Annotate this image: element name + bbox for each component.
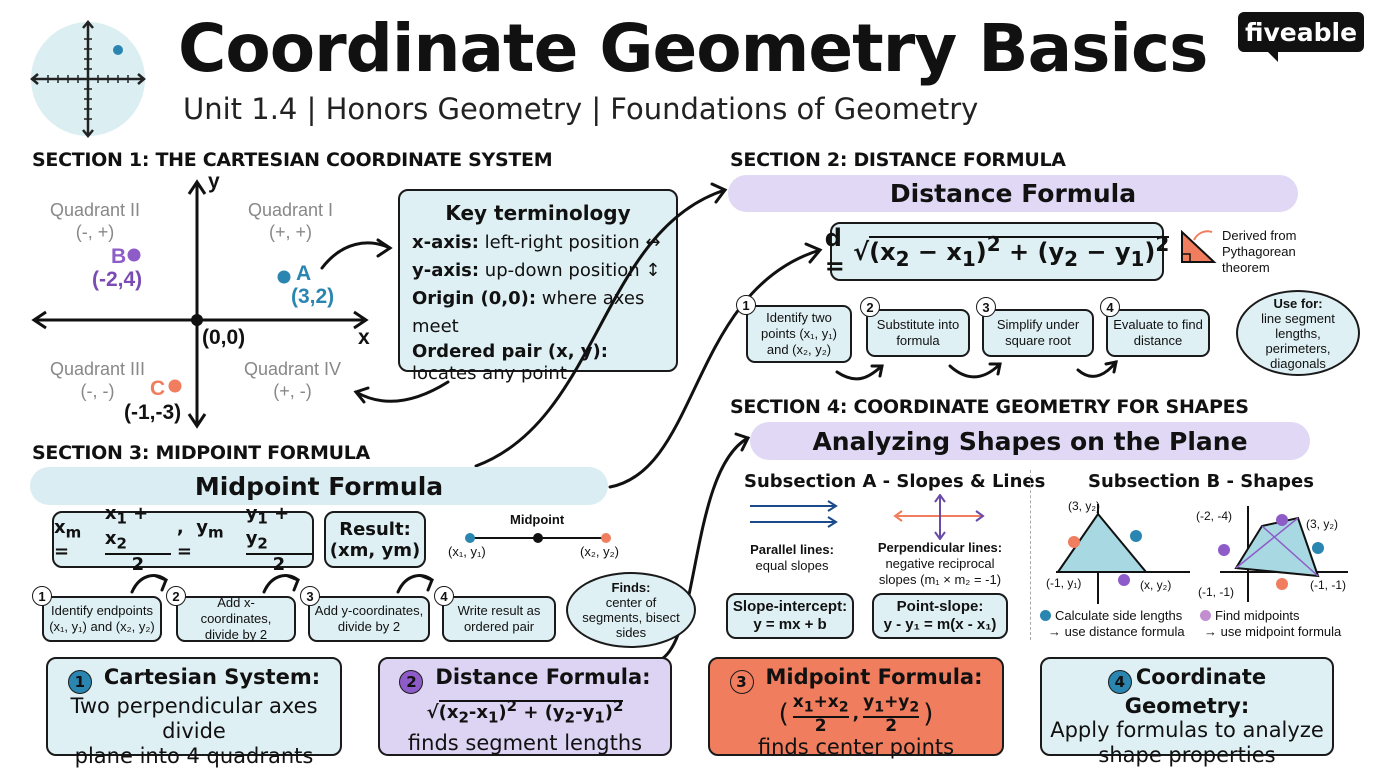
midpoint-step-2: Add x-coordinates, divide by 2 [176, 596, 296, 642]
origin-label: (0,0) [202, 326, 246, 349]
point-c-coords: (-1,-3) [124, 401, 182, 424]
analyzing-shapes-banner: Analyzing Shapes on the Plane [750, 422, 1310, 460]
parallel-lines-icon [748, 494, 844, 534]
subsection-b-title: Subsection B - Shapes [1088, 471, 1314, 492]
midpoint-step-3-number: 3 [300, 586, 320, 606]
summary-card-3: 3 Midpoint Formula: ( $x_1+x_2$ 2 , $y_1+y_2$ 2 ) finds center points [708, 657, 1004, 756]
tri-label-left: (-1, y₁) [1046, 576, 1082, 590]
distance-formula-banner: Distance Formula [728, 175, 1298, 212]
section2-heading: SECTION 2: DISTANCE FORMULA [730, 149, 1066, 171]
midpoint-step-4: Write result as ordered pair [442, 596, 556, 642]
midpoint-formula-box: $x_m$ = $\frac{x_1 + x_2}{2}$ , $y_m$ = $\frac{y_1 + y_2}{2}$ [52, 511, 314, 568]
point-c-name: C [150, 377, 166, 400]
distance-step-1-number: 1 [736, 295, 756, 315]
shapes-note-distance: Calculate side lengths → use distance formula [1040, 608, 1185, 640]
midpoint-diagram-right: (x₂, y₂) [580, 544, 619, 559]
summary-distance-formula-expression: $√(x_2-x_1)^2 + (y_2-y_1)^2$ [426, 697, 624, 727]
brand-logo[interactable]: fiveable [1238, 12, 1364, 52]
section1-heading: SECTION 1: THE CARTESIAN COORDINATE SYSTEM [32, 149, 553, 171]
distance-formula-expression: $√(x_2 - x_1)^2 + (y_2 - y_1)^2$ [853, 232, 1170, 271]
brand-logo-tail [1266, 50, 1278, 62]
quadrant-iii-label: Quadrant III (-, -) [50, 359, 146, 401]
point-a-coords: (3,2) [291, 285, 335, 308]
distance-formula-box [824, 222, 1170, 281]
point-b-name: B [111, 245, 127, 268]
subsection-divider [1030, 470, 1031, 640]
distance-step-3: Simplify under square root [982, 309, 1094, 357]
perpendicular-lines-text1: negative reciprocal [885, 556, 995, 571]
distance-step-4: Evaluate to find distance [1106, 309, 1210, 357]
summary-midpoint-formula-expression: ( $x_1+x_2$ 2 , $y_1+y_2$ 2 ) [778, 692, 934, 737]
summary-card-4: 4 Coordinate Geometry: Apply formulas to analyze shape properties [1040, 657, 1334, 756]
point-b-dot [128, 249, 141, 262]
slope-intercept-box: Slope-intercept: y = mx + b [726, 593, 854, 639]
distance-step-2: Substitute into formula [866, 309, 970, 357]
midpoint-result-box: Result: (xm, ym) [324, 511, 426, 568]
point-a-name: A [296, 262, 312, 285]
distance-step-2-number: 2 [860, 297, 880, 317]
term-y-axis: y-axis: up-down position ↕ [412, 260, 661, 281]
subsection-a-title: Subsection A - Slopes & Lines [744, 471, 1046, 492]
parallel-lines-title: Parallel lines: [750, 542, 834, 557]
quadrant-iv-label: Quadrant IV (+, -) [244, 359, 342, 401]
key-terminology-box [398, 189, 678, 384]
perpendicular-lines-text2: slopes (m₁ × m₂ = -1) [878, 572, 1002, 587]
x-axis-label: x [358, 326, 370, 349]
perpendicular-lines-title: Perpendicular lines: [877, 540, 1003, 555]
midpoint-diagram-label: Midpoint [510, 512, 565, 527]
parallel-lines-text: equal slopes [755, 558, 829, 573]
page-title: Coordinate Geometry Basics [178, 10, 1208, 87]
midpoint-step-3: Add y-coordinates, divide by 2 [308, 596, 430, 642]
use-for-bubble: Use for: line segment lengths, perimeters, diagonals [1236, 290, 1360, 376]
distance-step-3-number: 3 [976, 297, 996, 317]
point-slope-box: Point-slope: y - y₁ = m(x - x₁) [872, 593, 1008, 639]
shapes-note-midpoint: Find midpoints → use midpoint formula [1200, 608, 1341, 640]
tri-label-top: (3, y₂) [1068, 499, 1100, 513]
quad-label-top-right: (3, y₂) [1306, 517, 1338, 531]
midpoint-step-1: Identify endpoints (x₁, y₁) and (x₂, y₂) [42, 596, 162, 642]
point-a-dot [278, 271, 291, 284]
y-axis-label: y [208, 170, 220, 193]
term-ordered-pair: Ordered pair (x, y): locates any point [412, 341, 608, 384]
coordinate-plane-logo-icon [28, 18, 148, 140]
midpoint-step-4-number: 4 [434, 586, 454, 606]
midpoint-formula-banner: Midpoint Formula [30, 467, 608, 505]
point-b-coords: (-2,4) [92, 268, 143, 291]
section4-heading: SECTION 4: COORDINATE GEOMETRY FOR SHAPES [730, 396, 1249, 418]
term-x-axis: x-axis: left-right position ↔ [412, 232, 661, 253]
key-terminology-title: Key terminology [445, 201, 631, 225]
distance-step-1: Identify two points (x₁, y₁) and (x₂, y₂) [746, 305, 852, 363]
perpendicular-lines-icon [892, 494, 988, 540]
quad-label-bottom-left: (-1, -1) [1198, 585, 1234, 599]
quad-label-bottom-right: (-1, -1) [1310, 578, 1346, 592]
point-c-dot [169, 380, 182, 393]
right-triangle-icon [1178, 226, 1218, 266]
section3-heading: SECTION 3: MIDPOINT FORMULA [32, 442, 370, 464]
pythagorean-note: Derived from Pythagorean theorem [1222, 228, 1297, 275]
midpoint-step-2-number: 2 [166, 586, 186, 606]
midpoint-step-1-number: 1 [32, 586, 52, 606]
quadrant-i-label: Quadrant I (+, +) [248, 200, 334, 242]
tri-label-right: (x, y₂) [1140, 578, 1172, 592]
finds-bubble: Finds: center of segments, bisect sides [566, 572, 696, 648]
summary-card-1: 1 Cartesian System: Two perpendicular axes divide plane into 4 quadrants [46, 657, 342, 756]
summary-card-2: 2 Distance Formula: $√(x_2-x_1)^2 + (y_2-y_1)^2$ finds segment lengths [378, 657, 672, 756]
quad-label-top-left: (-2, -4) [1196, 509, 1232, 523]
distance-formula-lhs: d = [824, 223, 845, 280]
term-origin: Origin (0,0): where axes meet [412, 288, 645, 337]
distance-step-4-number: 4 [1100, 297, 1120, 317]
page-subtitle: Unit 1.4 | Honors Geometry | Foundations of Geometry [183, 92, 979, 126]
quadrant-ii-label: Quadrant II (-, +) [50, 200, 141, 242]
midpoint-diagram-left: (x₁, y₁) [448, 544, 486, 559]
